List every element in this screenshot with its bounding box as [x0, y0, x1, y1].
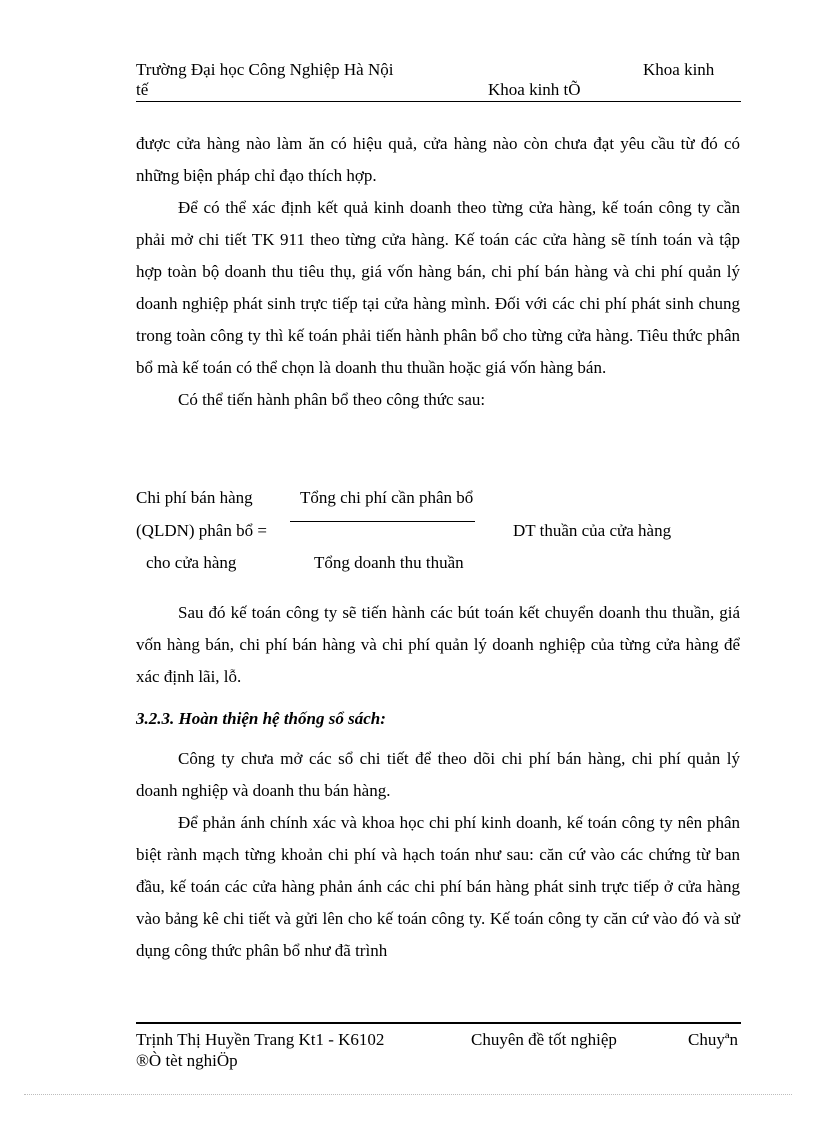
footer-right: Chuyªn [688, 1030, 739, 1049]
body-block-2 [136, 597, 740, 693]
footer-title: Chuyên đề tốt nghiệp [471, 1030, 617, 1049]
formula-numerator: Tổng chi phí cần phân bổ [300, 488, 474, 507]
section-heading: 3.2.3. Hoàn thiện hệ thống sổ sách: [136, 709, 386, 728]
body-block-3 [136, 743, 740, 967]
formula-multiplier: DT thuần của cửa hàng [513, 521, 672, 540]
paragraph-determine-results: Để có thể xác định kết quả kinh doanh theo từng cửa hàng, kế toán công ty cần phải mở chi tiết TK 911 theo từng cửa hàng. Kế toán các cửa hàng sẽ tính toán và tập hợp toàn bộ doanh thu tiêu thụ, giá vốn hàng bán, chi phí bán hàng và chi phí quản lý doanh nghiệp phát sinh trực tiếp tại cửa hàng mình. Đối với các chi phí phát sinh chung trong toàn công ty thì kế toán phải tiến hành phân bổ cho từng cửa hàng. Tiêu thức phân bổ mà kế toán có thể chọn là doanh thu thuần hoặc giá vốn hàng bán. [136, 198, 740, 377]
paragraph-accurate-reflection: Để phản ánh chính xác và khoa học chi phí kinh doanh, kế toán công ty nên phân biệt rành mạch từng khoản chi phí và hạch toán như sau: căn cứ vào các chứng từ ban đầu, kế toán các cửa hàng phản ánh các chi phí bán hàng phát sinh trực tiếp ở cửa hàng vào bảng kê chi tiết và gửi lên cho kế toán công ty. Kế toán công ty căn cứ vào đó và sử dụng công thức phân bổ như đã trình [136, 813, 740, 960]
formula-left-line1: Chi phí bán hàng [136, 488, 253, 507]
formula-left-line2: (QLDN) phân bổ = [136, 521, 267, 540]
footer-second-line: ®Ò tèt nghiÖp [136, 1051, 238, 1070]
paragraph-formula-intro: Có thể tiến hành phân bổ theo công thức sau: [178, 390, 486, 409]
formula-left-line3: cho cửa hàng [146, 553, 237, 572]
formula-denominator: Tổng doanh thu thuần [314, 553, 464, 572]
body-block-1 [136, 128, 740, 416]
header-school: Trường Đại học Công Nghiệp Hà Nội [136, 60, 394, 79]
footer-author: Trịnh Thị Huyền Trang Kt1 - K6102 [136, 1030, 385, 1049]
paragraph-continuation: được cửa hàng nào làm ăn có hiệu quả, cửa hàng nào còn chưa đạt yêu cầu từ đó có những biện pháp chỉ đạo thích hợp. [136, 134, 740, 185]
header-wrap-word: tế [136, 80, 149, 99]
header-rule [136, 101, 741, 102]
fraction-bar [290, 521, 475, 522]
page-bottom-dotted-border [24, 1094, 792, 1095]
footer-rule [136, 1022, 741, 1024]
paragraph-closing-entries: Sau đó kế toán công ty sẽ tiến hành các bút toán kết chuyển doanh thu thuần, giá vốn hàng bán, chi phí bán hàng và chi phí quản lý doanh nghiệp của từng cửa hàng để xác định lãi, lỗ. [136, 603, 740, 686]
paragraph-no-detail-books: Công ty chưa mở các sổ chi tiết để theo dõi chi phí bán hàng, chi phí quản lý doanh nghiệp và doanh thu bán hàng. [136, 749, 740, 800]
header-faculty-right: Khoa kinh [643, 60, 715, 79]
header-faculty-center: Khoa kinh tÕ [488, 80, 581, 99]
